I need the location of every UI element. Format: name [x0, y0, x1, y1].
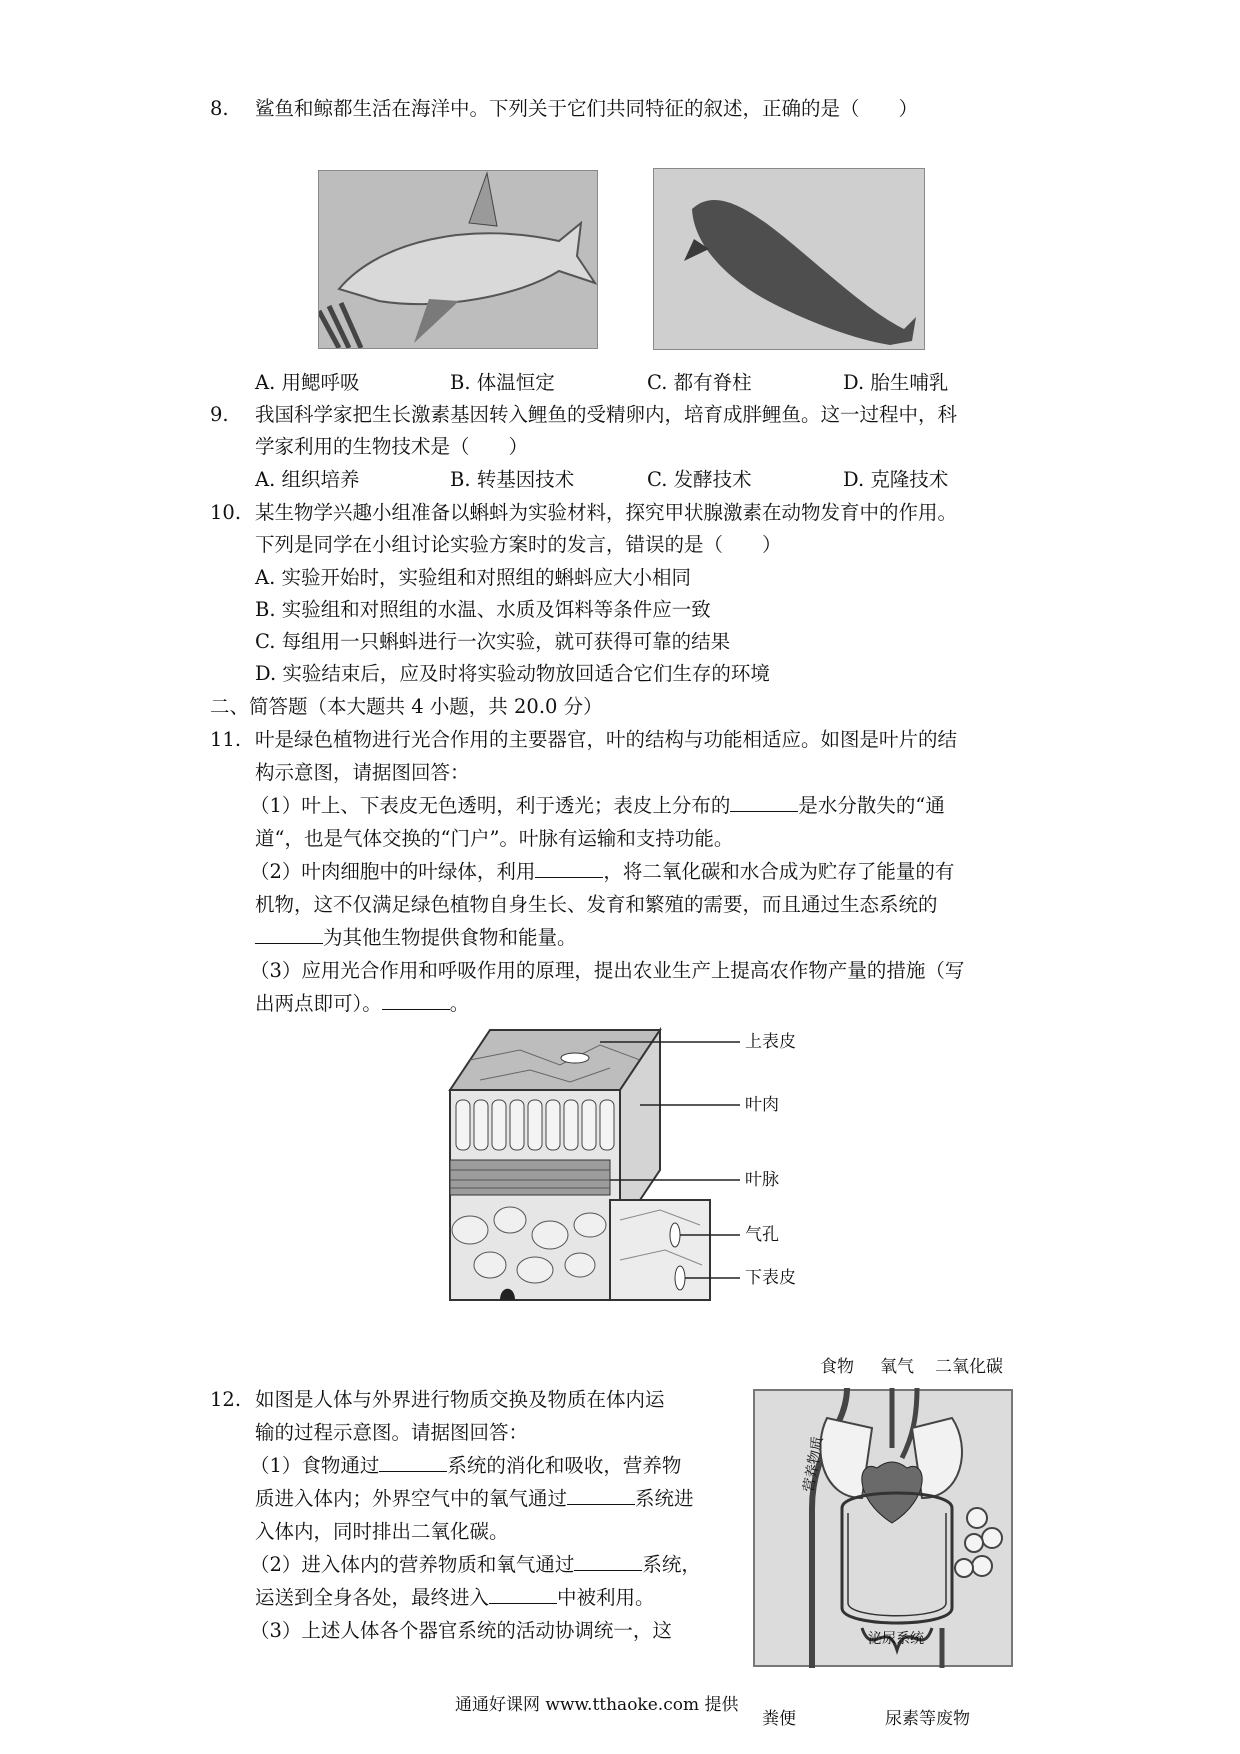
q8-stem: 鲨鱼和鲸都生活在海洋中。下列关于它们共同特征的叙述，正确的是（ ） [255, 97, 919, 120]
q11-blank-2[interactable] [535, 857, 603, 878]
q12-number: 12. [210, 1388, 242, 1411]
q8-option-a[interactable]: A. 用鳃呼吸 [255, 371, 360, 394]
q10-stem-line2: 下列是同学在小组讨论实验方案时的发言，错误的是（ ） [255, 533, 782, 556]
q9-number: 9. [210, 403, 229, 426]
q8-option-b[interactable]: B. 体温恒定 [450, 371, 555, 394]
q10-option-c[interactable]: C. 每组用一只蝌蚪进行一次实验，就可获得可靠的结果 [255, 630, 731, 653]
body-label-urinary-system: 泌尿系统 [868, 1631, 924, 1647]
q11-part2-text-d: 为其他生物提供食物和能量。 [323, 926, 577, 949]
body-label-food: 食物 [820, 1357, 854, 1377]
q11-part3-line1: （3）应用光合作用和呼吸作用的原理，提出农业生产上提高农作物产量的措施（写 [250, 959, 965, 982]
q11-part2-text-a: （2）叶肉细胞中的叶绿体，利用 [250, 860, 536, 883]
body-label-urea-waste: 尿素等废物 [885, 1709, 970, 1729]
q10-option-a[interactable]: A. 实验开始时，实验组和对照组的蝌蚪应大小相同 [255, 566, 691, 589]
q12-blank-3[interactable] [574, 1550, 642, 1571]
whale-photo [653, 168, 925, 350]
q11-part1-line1 [250, 791, 945, 821]
q10-option-d[interactable]: D. 实验结束后，应及时将实验动物放回适合它们生存的环境 [255, 662, 770, 685]
leaf-label-vein: 叶脉 [745, 1170, 779, 1190]
q11-part2-line3 [255, 923, 577, 953]
q11-blank-3[interactable] [255, 923, 323, 944]
q12-blank-4[interactable] [489, 1583, 557, 1604]
q11-part2-line1 [250, 857, 954, 887]
q12-part1-text-d: 系统进 [635, 1487, 694, 1510]
q12-blank-2[interactable] [567, 1484, 635, 1505]
q11-part2-line2: 机物，这不仅满足绿色植物自身生长、发育和繁殖的需要，而且通过生态系统的 [255, 893, 938, 916]
body-label-feces: 粪便 [762, 1709, 796, 1729]
page-footer: 通通好课网 www.tthaoke.com 提供 [455, 1695, 739, 1715]
q11-stem-line2: 构示意图，请据图回答： [255, 761, 470, 784]
q12-part1-text-a: （1）食物通过 [250, 1454, 380, 1477]
q12-part3-line1: （3）上述人体各个器官系统的活动协调统一，这 [250, 1619, 672, 1642]
body-exchange-diagram [752, 1388, 1014, 1668]
q9-option-b[interactable]: B. 转基因技术 [450, 468, 575, 491]
leaf-label-lower-epidermis: 下表皮 [745, 1268, 796, 1288]
q12-part1-line2 [255, 1484, 694, 1514]
body-label-nutrients: 营养物质 [800, 1435, 827, 1494]
q11-part3-line2 [255, 989, 469, 1019]
leaf-label-upper-epidermis: 上表皮 [745, 1032, 796, 1052]
q11-blank-1[interactable] [730, 791, 798, 812]
q12-part2-text-d: 中被利用。 [557, 1586, 655, 1609]
whale-illustration [654, 169, 924, 349]
q12-part1-line1 [250, 1451, 681, 1481]
q11-part3-text-c: 。 [449, 992, 470, 1015]
q8-option-d[interactable]: D. 胎生哺乳 [843, 371, 949, 394]
q10-stem-line1: 某生物学兴趣小组准备以蝌蚪为实验材料，探究甲状腺激素在动物发育中的作用。 [255, 501, 958, 524]
section-heading: 二、简答题（本大题共 4 小题，共 20.0 分） [210, 695, 603, 718]
q11-part3-text-b: 出两点即可）。 [255, 992, 382, 1015]
q12-stem-line2: 输的过程示意图。请据图回答： [255, 1421, 529, 1444]
q11-part1-line2: 道“，也是气体交换的“门户”。叶脉有运输和支持功能。 [255, 827, 734, 850]
q12-part1-text-c: 质进入体内；外界空气中的氧气通过 [255, 1487, 568, 1510]
q8-number: 8. [210, 97, 229, 120]
q9-option-d[interactable]: D. 克隆技术 [843, 468, 949, 491]
q11-number: 11. [210, 728, 242, 751]
q9-stem-line1: 我国科学家把生长激素基因转入鲤鱼的受精卵内，培育成胖鲤鱼。这一过程中，科 [255, 403, 958, 426]
q12-part2-text-a: （2）进入体内的营养物质和氧气通过 [250, 1553, 575, 1576]
q12-part2-line1 [250, 1550, 701, 1580]
body-label-co2: 二氧化碳 [935, 1357, 1003, 1377]
q12-part2-text-c: 运送到全身各处，最终进入 [255, 1586, 490, 1609]
q12-part2-text-b: 系统， [642, 1553, 701, 1576]
q12-part1-text-b: 系统的消化和吸收，营养物 [447, 1454, 682, 1477]
q12-part1-line3: 入体内，同时排出二氧化碳。 [255, 1520, 509, 1543]
shark-photo [318, 170, 598, 349]
q11-part1-text-a: （1）叶上、下表皮无色透明，利于透光；表皮上分布的 [250, 794, 731, 817]
q12-stem-line1: 如图是人体与外界进行物质交换及物质在体内运 [255, 1388, 665, 1411]
q12-blank-1[interactable] [379, 1451, 447, 1472]
q11-blank-4[interactable] [382, 989, 450, 1010]
q11-part1-text-b: 是水分散失的“通 [798, 794, 945, 817]
leaf-label-stoma: 气孔 [745, 1225, 779, 1245]
q10-number: 10. [210, 501, 242, 524]
leaf-label-mesophyll: 叶肉 [745, 1095, 779, 1115]
q10-option-b[interactable]: B. 实验组和对照组的水温、水质及饵料等条件应一致 [255, 598, 711, 621]
q12-part2-line2 [255, 1583, 655, 1613]
q9-option-c[interactable]: C. 发酵技术 [647, 468, 752, 491]
q8-option-c[interactable]: C. 都有脊柱 [647, 371, 752, 394]
q11-part2-text-b: ，将二氧化碳和水合成为贮存了能量的有 [603, 860, 955, 883]
q9-option-a[interactable]: A. 组织培养 [255, 468, 360, 491]
body-label-oxygen: 氧气 [880, 1357, 914, 1377]
q11-stem-line1: 叶是绿色植物进行光合作用的主要器官，叶的结构与功能相适应。如图是叶片的结 [255, 728, 958, 751]
q9-stem-line2: 学家利用的生物技术是（ ） [255, 435, 529, 458]
leaf-structure-diagram [440, 1020, 860, 1320]
shark-illustration [319, 171, 597, 348]
